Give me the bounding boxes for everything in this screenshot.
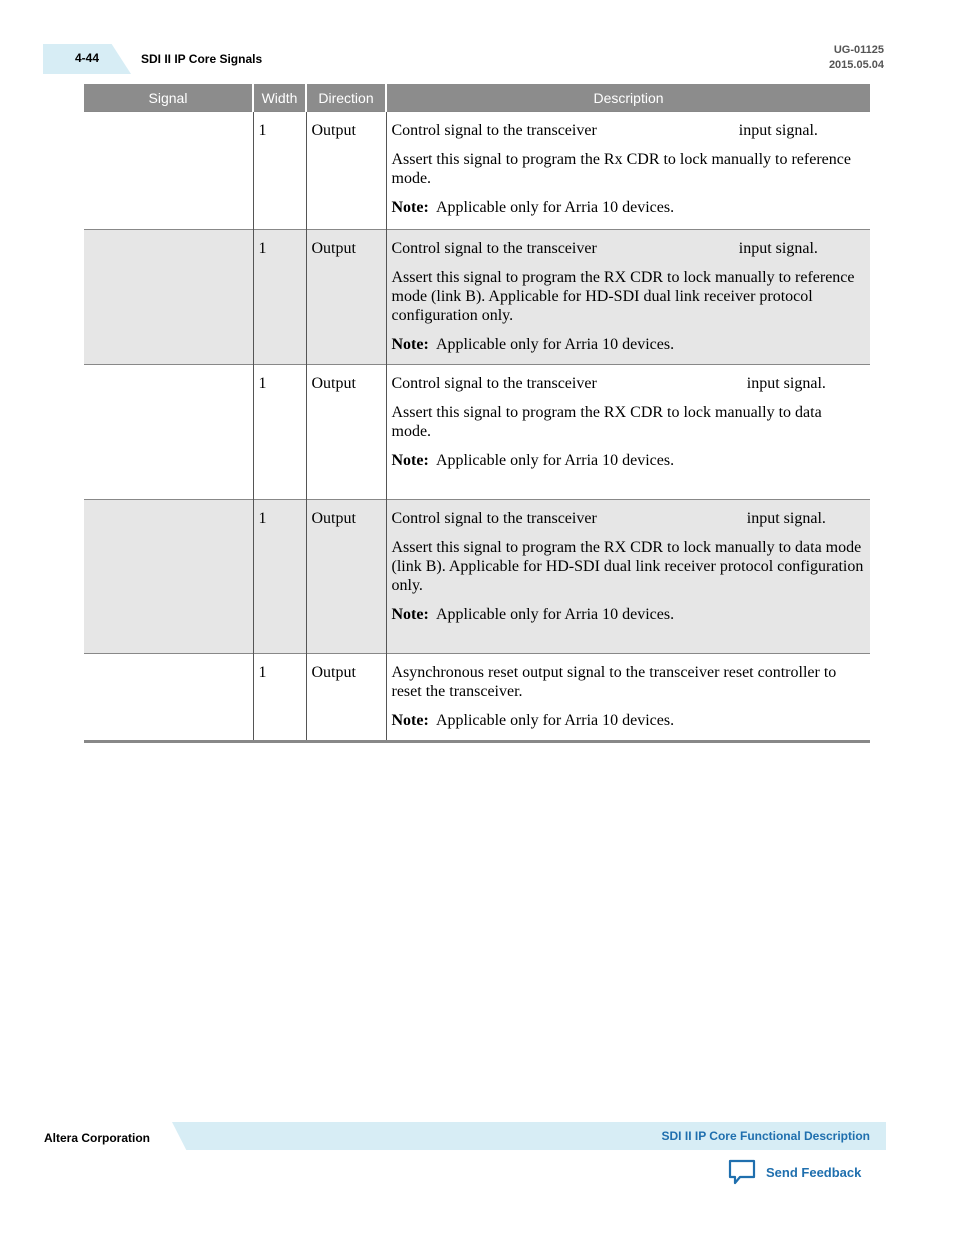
send-feedback-label: Send Feedback [766, 1164, 862, 1180]
column-header-description: Description [386, 84, 870, 112]
description-paragraph: Assert this signal to program the Rx CDR to lock manually to reference mode. [391, 151, 851, 187]
description-line [392, 509, 866, 528]
description-text: input signal. [738, 122, 818, 139]
table-row [84, 654, 870, 742]
signal-cell [84, 230, 253, 365]
note-text: Applicable only for Arria 10 devices. [435, 452, 675, 469]
description-paragraph: Assert this signal to program the RX CDR to lock manually to data mode (link B). Applicable for HD-SDI dual link receiver protocol configuration only. [391, 539, 864, 594]
description-cell [386, 112, 870, 230]
description-text: Control signal to the transceiver [391, 375, 597, 392]
description-paragraph: Assert this signal to program the RX CDR to lock manually to reference mode (link B). Applicable for HD-SDI dual link receiver protocol configuration only. [391, 269, 855, 324]
width-cell: 1 [253, 230, 306, 365]
note-paragraph [392, 711, 866, 730]
table-row [84, 112, 870, 230]
table-header-row [84, 84, 870, 112]
note-text: Applicable only for Arria 10 devices. [435, 199, 675, 216]
description-text: input signal. [746, 375, 826, 392]
document-meta [829, 43, 884, 73]
footer-chapter-link[interactable]: SDI II IP Core Functional Description [661, 1129, 870, 1143]
note-text: Applicable only for Arria 10 devices. [435, 336, 675, 353]
description-cell [386, 654, 870, 742]
description-paragraph: Asynchronous reset output signal to the transceiver reset controller to reset the transceiver. [391, 664, 837, 700]
page-number: 4-44 [75, 51, 100, 65]
column-header-signal: Signal [84, 84, 253, 112]
direction-cell: Output [306, 500, 386, 654]
description-text: Control signal to the transceiver [391, 510, 597, 527]
table-row [84, 230, 870, 365]
speech-bubble-icon [727, 1158, 757, 1186]
note-text: Applicable only for Arria 10 devices. [435, 606, 675, 623]
note-label: Note: [391, 336, 429, 353]
note-label: Note: [391, 606, 429, 623]
description-text: input signal. [746, 510, 826, 527]
description-paragraph: Assert this signal to program the RX CDR to lock manually to data mode. [391, 404, 822, 440]
note-label: Note: [391, 452, 429, 469]
note-text: Applicable only for Arria 10 devices. [435, 712, 675, 729]
column-header-direction: Direction [306, 84, 386, 112]
send-feedback-link[interactable] [727, 1158, 861, 1186]
signals-table [84, 84, 870, 743]
description-line [392, 121, 866, 140]
description-text: Control signal to the transceiver [391, 240, 597, 257]
description-text: input signal. [738, 240, 818, 257]
description-cell [386, 500, 870, 654]
signal-cell [84, 654, 253, 742]
document-date: 2015.05.04 [828, 59, 884, 71]
note-label: Note: [391, 712, 429, 729]
note-paragraph [392, 335, 866, 354]
description-line [392, 239, 866, 258]
description-cell [386, 365, 870, 500]
description-line [392, 374, 866, 393]
table-row [84, 500, 870, 654]
section-title: SDI II IP Core Signals [141, 52, 263, 66]
width-cell: 1 [253, 500, 306, 654]
table-row [84, 365, 870, 500]
signal-cell [84, 365, 253, 500]
signal-cell [84, 112, 253, 230]
direction-cell: Output [306, 365, 386, 500]
document-id: UG-01125 [833, 44, 884, 56]
width-cell: 1 [253, 112, 306, 230]
column-header-width: Width [253, 84, 306, 112]
description-text: Control signal to the transceiver [391, 122, 597, 139]
width-cell: 1 [253, 654, 306, 742]
note-paragraph [392, 451, 866, 470]
note-paragraph [392, 605, 866, 624]
direction-cell: Output [306, 654, 386, 742]
width-cell: 1 [253, 365, 306, 500]
footer-company: Altera Corporation [44, 1131, 151, 1145]
signal-cell [84, 500, 253, 654]
direction-cell: Output [306, 230, 386, 365]
note-label: Note: [391, 199, 429, 216]
note-paragraph [392, 198, 866, 217]
direction-cell: Output [306, 112, 386, 230]
description-cell [386, 230, 870, 365]
